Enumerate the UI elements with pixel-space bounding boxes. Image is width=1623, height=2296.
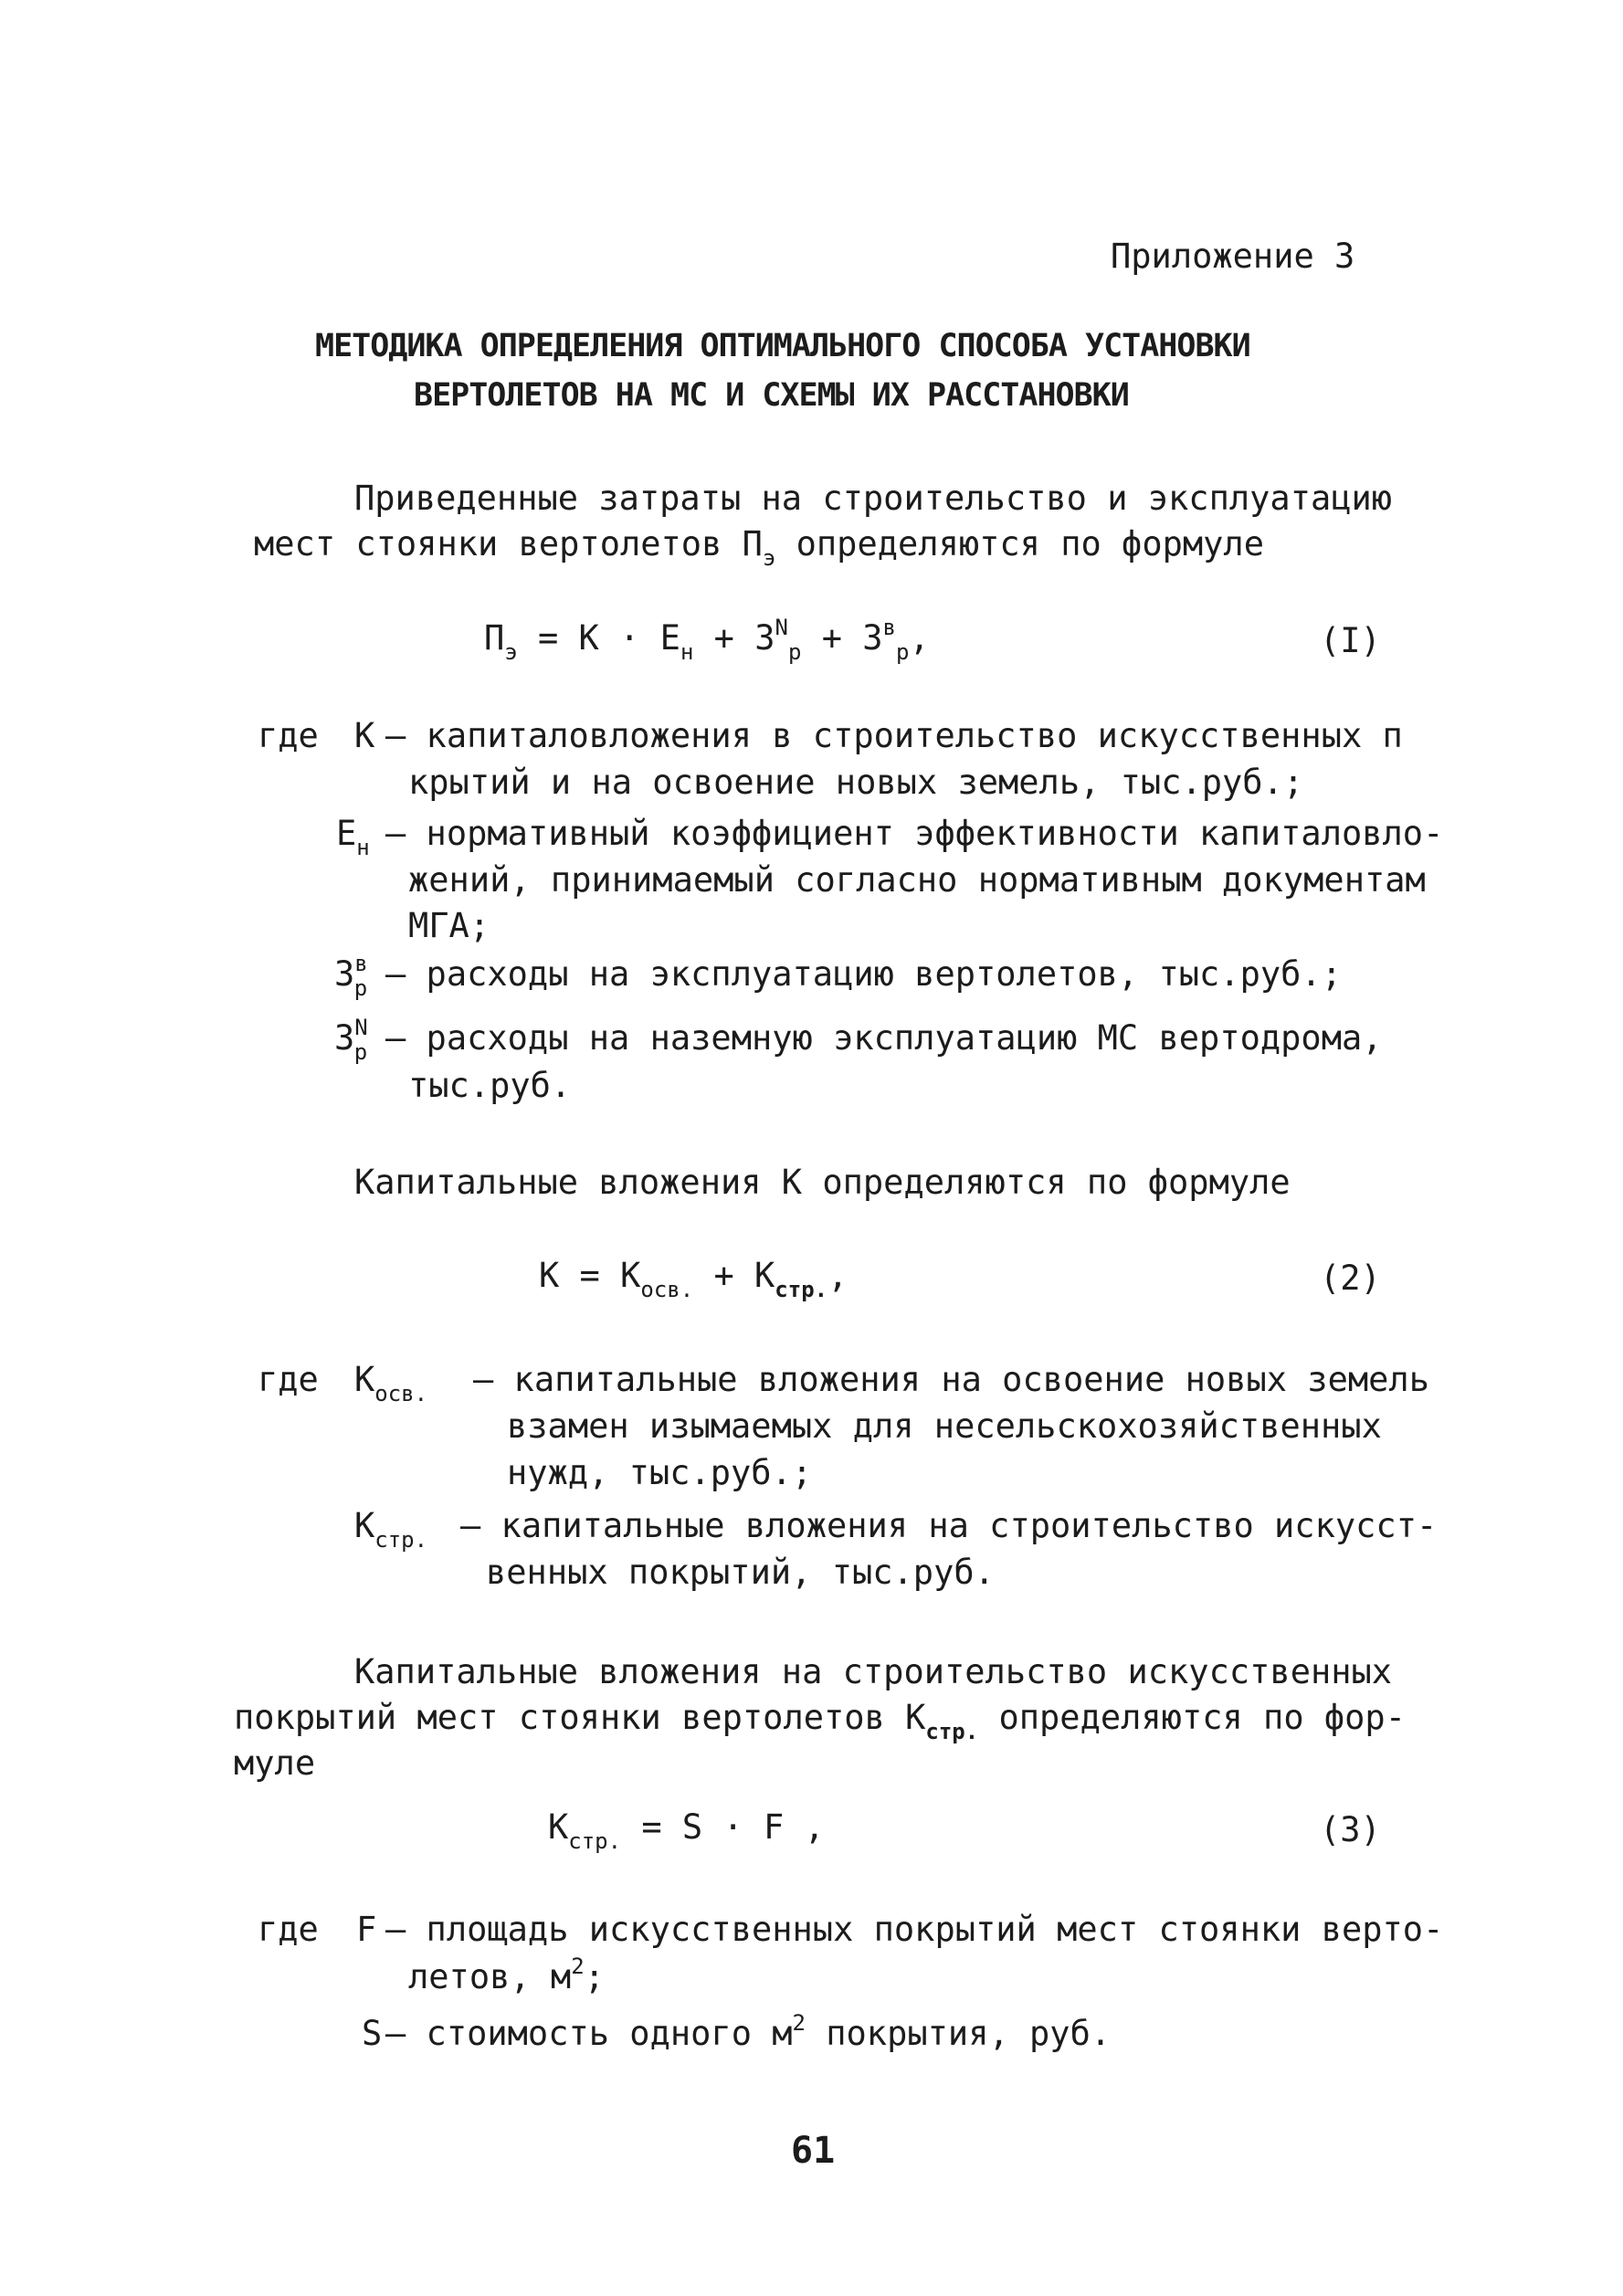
where-label-1: где xyxy=(258,716,319,755)
def-kosv-line-3: нужд, тыс.руб.; xyxy=(507,1453,813,1492)
def-kosv-symbol: $К_{осв.}$ xyxy=(354,1360,428,1406)
title-line-1: МЕТОДИКА ОПРЕДЕЛЕНИЯ ОПТИМАЛЬНОГО СПОСОБА УСТАНОВКИ xyxy=(315,328,1250,364)
para3-line-1: Капитальные вложения на строительство искусственных xyxy=(354,1652,1393,1691)
def-kstr-line-2: венных покрытий, тыс.руб. xyxy=(486,1553,995,1592)
def-k-line-1: – капиталовложения в строительство искусственных п xyxy=(385,716,1403,755)
def-z2-symbol: $З^N_р$ xyxy=(334,1015,368,1065)
where-label-3: где xyxy=(258,1910,319,1949)
def-z2-line-1: – расходы на наземную эксплуатацию МС вертодрома, xyxy=(385,1018,1383,1058)
def-k-line-2: крытий и на освоение новых земель, тыс.руб.; xyxy=(408,763,1304,802)
page-number: 61 xyxy=(791,2130,836,2172)
equation-3-number: (3) xyxy=(1320,1810,1381,1849)
equation-2-number: (2) xyxy=(1320,1259,1381,1298)
def-e-line-1: – нормативный коэффициент эффективности капиталовло- xyxy=(385,814,1444,853)
para3-line-2: покрытий мест стоянки вертолетов $К_{стр.}$ определяются по фор- xyxy=(234,1698,1406,1744)
def-kosv-line-2: взамен изымаемых для несельскохозяйственных xyxy=(507,1406,1382,1446)
def-s-symbol: S xyxy=(362,2014,383,2053)
def-f-symbol: F xyxy=(356,1910,377,1949)
def-e-line-3: МГА; xyxy=(408,906,490,945)
def-e-symbol: $Е_н$ xyxy=(336,814,370,860)
def-z2-line-2: тыс.руб. xyxy=(408,1066,572,1105)
para1-line-1: Приведенные затраты на строительство и эксплуатацию xyxy=(354,479,1393,518)
para3-line-3: муле xyxy=(234,1743,316,1783)
def-z1-symbol: $З^в_р$ xyxy=(334,951,368,1001)
def-s-line-1: – стоимость одного $м^2$ покрытия, руб. xyxy=(385,2010,1112,2053)
def-f-line-1: – площадь искусственных покрытий мест стоянки верто- xyxy=(385,1910,1444,1949)
equation-2: $К = К_{осв.} + К_{стр.}$, xyxy=(539,1256,848,1302)
equation-1: $П_э = К \cdot Е_н + З^N_р + З^в_р$, xyxy=(484,615,930,665)
para2-text: Капитальные вложения К определяются по формуле xyxy=(354,1163,1291,1202)
def-kosv-line-1: – капитальные вложения на освоение новых земель xyxy=(473,1360,1429,1399)
def-kstr-symbol: $К_{стр.}$ xyxy=(354,1506,428,1553)
def-k-symbol: К xyxy=(354,716,375,755)
equation-1-number: (I) xyxy=(1320,621,1381,660)
equation-3: $К_{стр.} = S \cdot F$ , xyxy=(548,1807,825,1854)
para1-line-2: мест стоянки вертолетов $П_э$ определяются по формуле xyxy=(254,524,1264,571)
appendix-label: Приложение 3 xyxy=(1111,237,1355,276)
def-kstr-line-1: – капитальные вложения на строительство искусст- xyxy=(460,1506,1438,1545)
title-line-2: ВЕРТОЛЕТОВ НА МС И СХЕМЫ ИХ РАССТАНОВКИ xyxy=(414,377,1129,414)
def-z1-line-1: – расходы на эксплуатацию вертолетов, тыс.руб.; xyxy=(385,954,1342,994)
where-label-2: где xyxy=(258,1360,319,1399)
def-f-line-2: летов, $м^2$; xyxy=(408,1954,605,1996)
def-e-line-2: жений, принимаемый согласно нормативным документам xyxy=(408,860,1426,900)
